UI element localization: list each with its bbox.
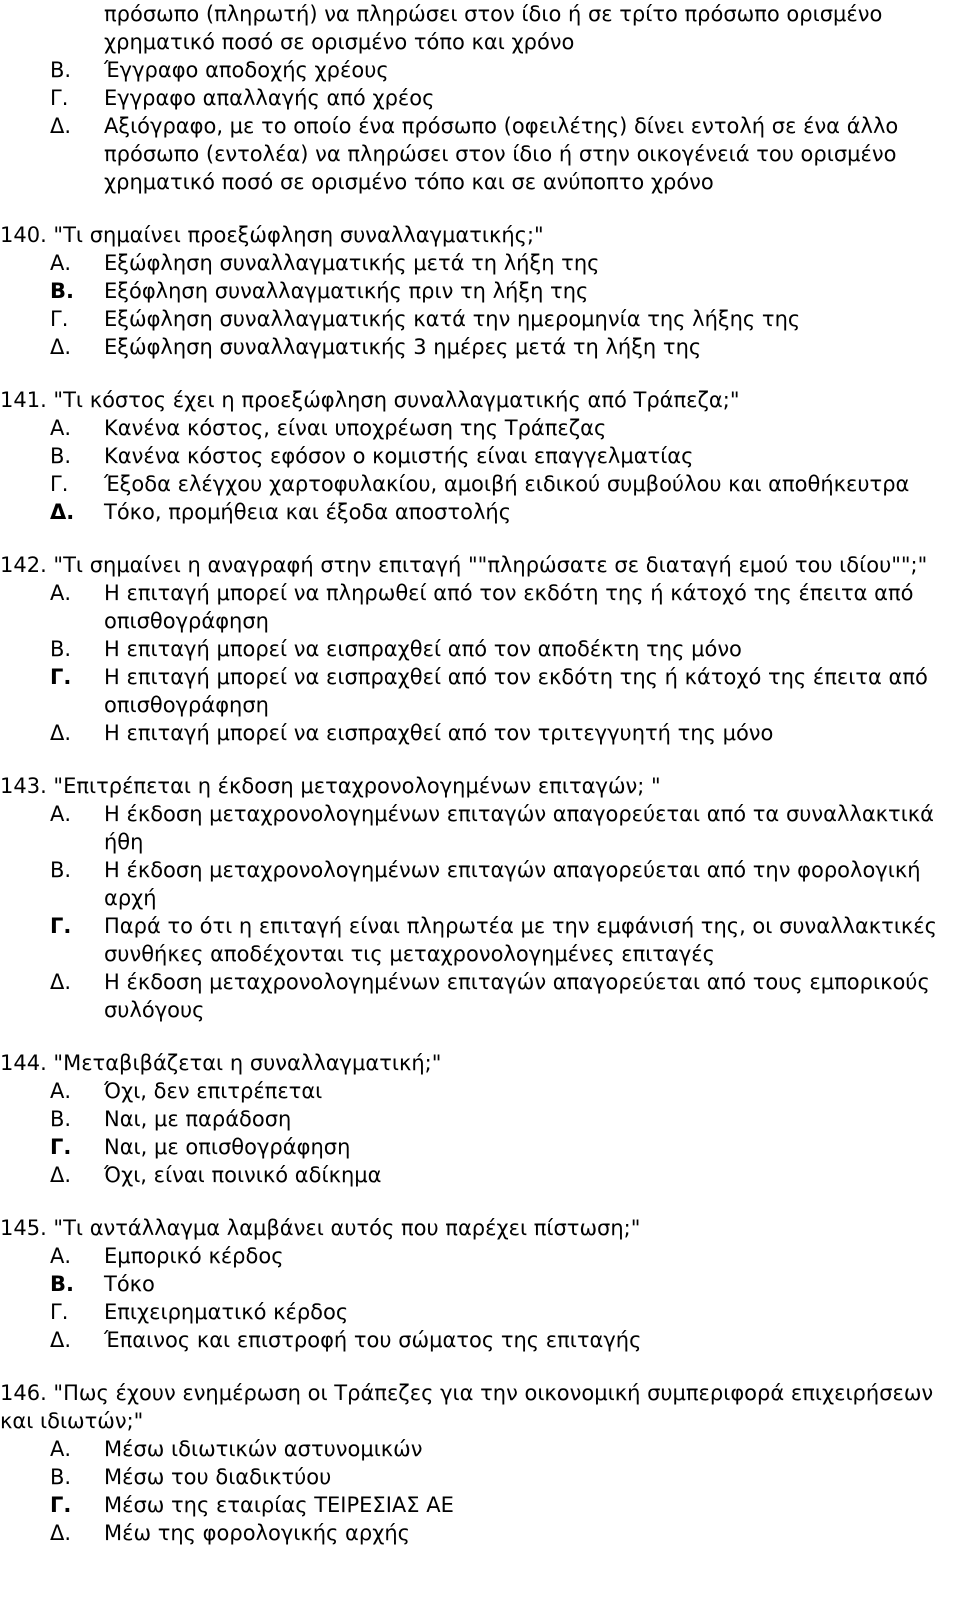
- option-letter: Α.: [50, 1244, 72, 1268]
- option-text: Αξιόγραφο, με το οποίο ένα πρόσωπο (οφειλέτης) δίνει εντολή σε ένα άλλο πρόσωπο (εντολέα) να πληρώσει στον ίδιο ή στην οικογένειά του ορισμένο χρηματικό ποσό σε ορισμένο τόπο και σε ανύποπτο χρόνο: [104, 114, 899, 194]
- question-block: [0, 1049, 960, 1189]
- question-text: 146. "Πως έχουν ενημέρωση οι Τράπεζες για την οικονομική συμπεριφορά επιχειρήσεων και ιδιωτών;": [0, 1381, 934, 1433]
- answer-option: [0, 800, 960, 856]
- option-letter: Β.: [50, 1272, 74, 1296]
- question-text: 145. "Τι αντάλλαγμα λαμβάνει αυτός που παρέχει πίστωση;": [0, 1216, 641, 1240]
- question-list: [0, 221, 960, 1547]
- option-text: Έξοδα ελέγχου χαρτοφυλακίου, αμοιβή ειδικού συμβούλου και αποθήκευτρα: [104, 472, 910, 496]
- question-block: [0, 551, 960, 747]
- answer-option: [0, 305, 960, 333]
- option-letter: Δ.: [50, 1521, 72, 1545]
- option-letter: Γ.: [50, 665, 72, 689]
- option-text: Έπαινος και επιστροφή του σώματος της επιταγής: [104, 1328, 642, 1352]
- option-letter: Β.: [50, 1107, 72, 1131]
- option-text: Η έκδοση μεταχρονολογημένων επιταγών απαγορεύεται από τα συναλλακτικά ήθη: [104, 802, 935, 854]
- option-text: Η έκδοση μεταχρονολογημένων επιταγών απαγορεύεται από τους εμπορικούς συλόγους: [104, 970, 930, 1022]
- answer-option: [0, 663, 960, 719]
- question-block: [0, 1379, 960, 1547]
- answer-option: [0, 1161, 960, 1189]
- option-letter: Δ.: [50, 1163, 72, 1187]
- question-text: 140. "Τι σημαίνει προεξώφληση συναλλαγματικής;": [0, 223, 544, 247]
- option-text: Η έκδοση μεταχρονολογημένων επιταγών απαγορεύεται από την φορολογική αρχή: [104, 858, 921, 910]
- answer-option: [0, 1298, 960, 1326]
- continuation-text: πρόσωπο (πληρωτή) να πληρώσει στον ίδιο ή σε τρίτο πρόσωπο ορισμένο: [104, 2, 883, 26]
- answer-option: [0, 1519, 960, 1547]
- option-letter: Δ.: [50, 335, 72, 359]
- continuation-block: [0, 0, 960, 196]
- question-text: 143. "Επιτρέπεται η έκδοση μεταχρονολογημένων επιταγών; ": [0, 774, 661, 798]
- answer-option: [0, 277, 960, 305]
- option-letter: Β.: [50, 858, 72, 882]
- option-text: Κανένα κόστος εφόσον ο κομιστής είναι επαγγελματίας: [104, 444, 694, 468]
- answer-option: [0, 1435, 960, 1463]
- question-block: [0, 772, 960, 1024]
- answer-option: [0, 1242, 960, 1270]
- question-text: 142. "Τι σημαίνει η αναγραφή στην επιταγή ""πληρώσατε σε διαταγή εμού του ιδίου"";": [0, 553, 928, 577]
- answer-option: [0, 442, 960, 470]
- answer-option: [0, 498, 960, 526]
- answer-option: [0, 912, 960, 968]
- option-letter: Β.: [50, 637, 72, 661]
- option-letter: Γ.: [50, 1135, 72, 1159]
- option-text: Επιχειρηματικό κέρδος: [104, 1300, 349, 1324]
- option-text: Τόκο, προμήθεια και έξοδα αποστολής: [104, 500, 512, 524]
- question-text: 144. "Μεταβιβάζεται η συναλλαγματική;": [0, 1051, 442, 1075]
- option-letter: Γ.: [50, 1493, 72, 1517]
- answer-option: [0, 1105, 960, 1133]
- option-letter: Α.: [50, 1437, 72, 1461]
- option-text: Έγγραφο αποδοχής χρέους: [104, 58, 389, 82]
- answer-option: [0, 579, 960, 635]
- option-text: Μέσω του διαδικτύου: [104, 1465, 332, 1489]
- option-text: Κανένα κόστος, είναι υποχρέωση της Τράπεζας: [104, 416, 607, 440]
- option-text: Μέσω ιδιωτικών αστυνομικών: [104, 1437, 423, 1461]
- question-text: 141. "Τι κόστος έχει η προεξώφληση συναλλαγματικής από Τράπεζα;": [0, 388, 740, 412]
- option-letter: Δ.: [50, 970, 72, 994]
- option-letter: Γ.: [50, 472, 69, 496]
- answer-option: [0, 1326, 960, 1354]
- answer-option: [0, 470, 960, 498]
- option-letter: Α.: [50, 416, 72, 440]
- option-text: Ναι, με παράδοση: [104, 1107, 292, 1131]
- option-letter: Β.: [50, 1465, 72, 1489]
- option-letter: Δ.: [50, 721, 72, 745]
- option-letter: Β.: [50, 279, 74, 303]
- option-letter: Α.: [50, 802, 72, 826]
- answer-option: [0, 112, 960, 196]
- answer-option: [0, 56, 960, 84]
- option-letter: Α.: [50, 581, 72, 605]
- answer-option: [0, 856, 960, 912]
- answer-option: [0, 1077, 960, 1105]
- question-block: [0, 1214, 960, 1354]
- option-letter: Δ.: [50, 1328, 72, 1352]
- option-text: Ναι, με οπισθογράφηση: [104, 1135, 351, 1159]
- option-letter: Γ.: [50, 307, 69, 331]
- question-block: [0, 221, 960, 361]
- option-text: Τόκο: [104, 1272, 155, 1296]
- option-text: Εξώφληση συναλλαγματικής μετά τη λήξη της: [104, 251, 600, 275]
- answer-option: [0, 84, 960, 112]
- answer-option: [0, 333, 960, 361]
- option-text: Όχι, είναι ποινικό αδίκημα: [104, 1163, 382, 1187]
- option-text: Παρά το ότι η επιταγή είναι πληρωτέα με την εμφάνισή της, οι συναλλακτικές συνθήκες αποδέχονται τις μεταχρονολογημένες επιταγές: [104, 914, 937, 966]
- answer-option: [0, 249, 960, 277]
- option-letter: Β.: [50, 58, 72, 82]
- answer-option: [0, 1463, 960, 1491]
- continuation-text: χρηματικό ποσό σε ορισμένο τόπο και χρόνο: [104, 30, 575, 54]
- option-text: Εγγραφο απαλλαγής από χρέος: [104, 86, 435, 110]
- answer-option: [0, 719, 960, 747]
- option-letter: Α.: [50, 1079, 72, 1103]
- question-block: [0, 386, 960, 526]
- option-text: Η επιταγή μπορεί να πληρωθεί από τον εκδότη της ή κάτοχό της έπειτα από οπισθογράφηση: [104, 581, 914, 633]
- option-letter: Γ.: [50, 914, 72, 938]
- answer-option: [0, 968, 960, 1024]
- option-text: Μέσω της εταιρίας ΤΕΙΡΕΣΙΑΣ ΑΕ: [104, 1493, 454, 1517]
- continuation-line: [0, 0, 960, 28]
- option-text: Εξώφληση συναλλαγματικής κατά την ημερομηνία της λήξης της: [104, 307, 801, 331]
- option-letter: Γ.: [50, 86, 69, 110]
- option-letter: Δ.: [50, 114, 72, 138]
- answer-option: [0, 1270, 960, 1298]
- answer-option: [0, 635, 960, 663]
- option-text: Εξώφληση συναλλαγματικής 3 ημέρες μετά τη λήξη της: [104, 335, 702, 359]
- option-text: Η επιταγή μπορεί να εισπραχθεί από τον εκδότη της ή κάτοχό της έπειτα από οπισθογράφηση: [104, 665, 928, 717]
- option-text: Εμπορικό κέρδος: [104, 1244, 284, 1268]
- option-text: Η επιταγή μπορεί να εισπραχθεί από τον αποδέκτη της μόνο: [104, 637, 742, 661]
- option-letter: Γ.: [50, 1300, 69, 1324]
- option-text: Η επιταγή μπορεί να εισπραχθεί από τον τριτεγγυητή της μόνο: [104, 721, 774, 745]
- answer-option: [0, 414, 960, 442]
- answer-option: [0, 1491, 960, 1519]
- option-letter: Δ.: [50, 500, 75, 524]
- option-text: Όχι, δεν επιτρέπεται: [104, 1079, 323, 1103]
- option-text: Μέω της φορολογικής αρχής: [104, 1521, 410, 1545]
- answer-option: [0, 1133, 960, 1161]
- continuation-line: [0, 28, 960, 56]
- option-letter: Β.: [50, 444, 72, 468]
- option-text: Εξόφληση συναλλαγματικής πριν τη λήξη της: [104, 279, 589, 303]
- option-letter: Α.: [50, 251, 72, 275]
